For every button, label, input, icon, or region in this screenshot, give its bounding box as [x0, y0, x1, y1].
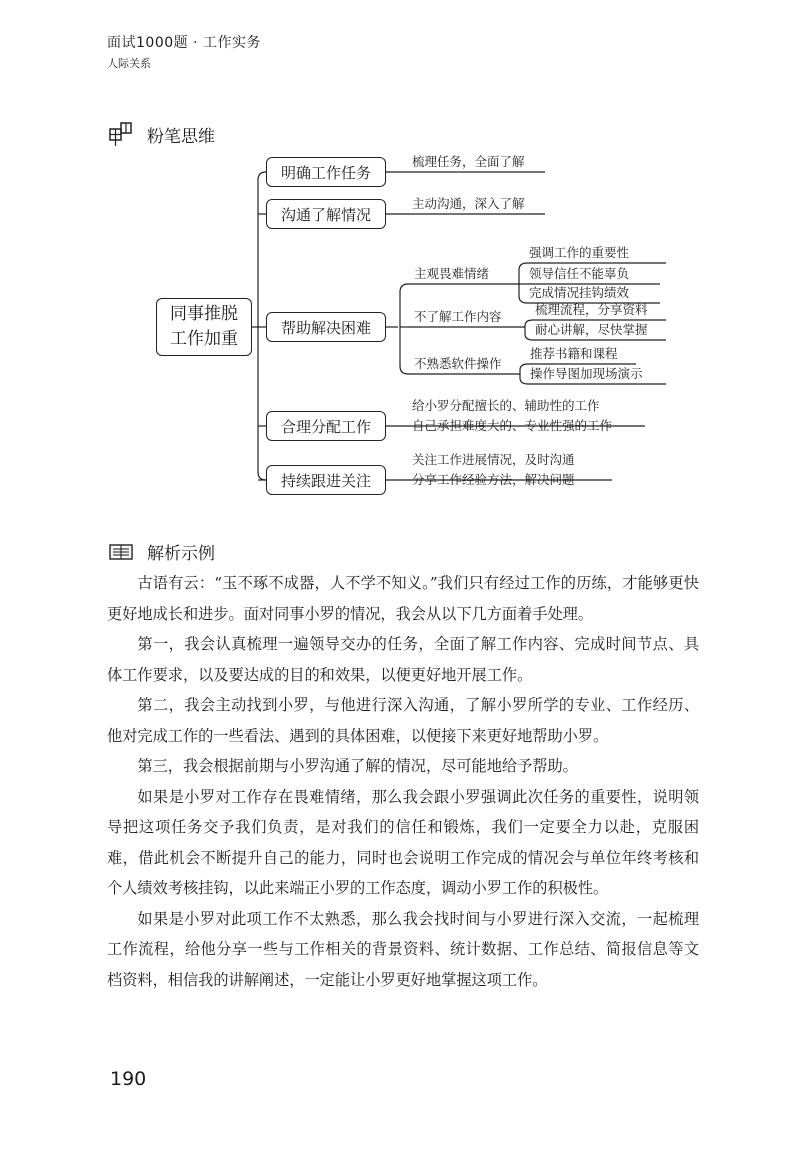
leaf-label: 梳理流程，分享资料 — [535, 302, 648, 317]
running-header-section: 人际关系 — [107, 57, 151, 70]
branch-node: 明确工作任务 — [266, 157, 386, 187]
mindmap-root-node — [156, 298, 252, 356]
paragraph: 第二，我会主动找到小罗，与他进行深入沟通，了解小罗所学的专业、工作经历、他对完成工作的一些看法、遇到的具体困难，以便接下来更好地帮助小罗。 — [107, 696, 699, 745]
paragraph: 第三，我会根据前期与小罗沟通了解的情况，尽可能地给予帮助。 — [137, 757, 578, 775]
leaf-label: 强调工作的重要性 — [529, 245, 630, 260]
sub-branch-label: 不了解工作内容 — [414, 309, 502, 324]
branch-node: 持续跟进关注 — [266, 465, 386, 495]
sub-branch-label: 不熟悉软件操作 — [414, 356, 502, 371]
leaf-label: 主动沟通，深入了解 — [412, 196, 525, 211]
mindmap-heading-text: 粉笔思维 — [147, 126, 215, 147]
leaf-label: 关注工作进展情况，及时沟通 — [412, 452, 575, 467]
leaf-label: 操作导图加现场演示 — [530, 366, 643, 381]
analysis-heading — [107, 537, 215, 565]
running-header-title: 面试1000题 · 工作实务 — [107, 35, 261, 51]
leaf-label: 领导信任不能辜负 — [529, 266, 630, 281]
root-line-1: 同事推脱 — [170, 304, 238, 324]
root-line-2: 工作加重 — [170, 329, 238, 349]
analysis-body — [107, 568, 699, 995]
leaf-label: 自己承担难度大的、专业性强的工作 — [412, 418, 613, 433]
paragraph: 如果是小罗对工作存在畏难情绪，那么我会跟小罗强调此次任务的重要性，说明领导把这项任务交予我们负责，是对我们的信任和锻炼，我们一定要全力以赴，克服困难，借此机会不断提升自己的能力，同时也会说明工作完成的情况会与单位年终考核和个人绩效考核挂钩，以此来端正小罗的工作态度，调动小罗工作的积极性。 — [107, 787, 699, 897]
branch-node: 帮助解决困难 — [266, 312, 386, 342]
leaf-label: 耐心讲解，尽快掌握 — [535, 322, 648, 337]
analysis-heading-text: 解析示例 — [147, 543, 215, 564]
leaf-label: 分享工作经验方法，解决问题 — [412, 472, 575, 487]
paragraph: 如果是小罗对此项工作不太熟悉，那么我会找时间与小罗进行深入交流，一起梳理工作流程，给他分享一些与工作相关的背景资料、统计数据、工作总结、简报信息等文档资料，相信我的讲解阐述，一定能让小罗更好地掌握这项工作。 — [107, 909, 699, 989]
paragraph: 第一，我会认真梳理一遍领导交办的任务，全面了解工作内容、完成时间节点、具体工作要求，以及要达成的目的和效果，以便更好地开展工作。 — [107, 635, 699, 684]
leaf-label: 梳理任务，全面了解 — [412, 154, 525, 169]
leaf-label: 推荐书籍和课程 — [530, 346, 618, 361]
leaf-label: 给小罗分配擅长的、辅助性的工作 — [412, 398, 600, 413]
mindmap-connectors — [0, 0, 800, 520]
sub-branch-label: 主观畏难情绪 — [414, 266, 490, 281]
page-number: 190 — [110, 1068, 147, 1090]
branch-node: 沟通了解情况 — [266, 199, 386, 229]
leaf-label: 完成情况挂钩绩效 — [529, 285, 630, 300]
list-icon — [107, 537, 135, 565]
branch-node: 合理分配工作 — [266, 411, 386, 441]
paragraph: 古语有云：“玉不琢不成器，人不学不知义。”我们只有经过工作的历练，才能够更快更好地成长和进步。面对同事小罗的情况，我会从以下几方面着手处理。 — [107, 574, 699, 623]
